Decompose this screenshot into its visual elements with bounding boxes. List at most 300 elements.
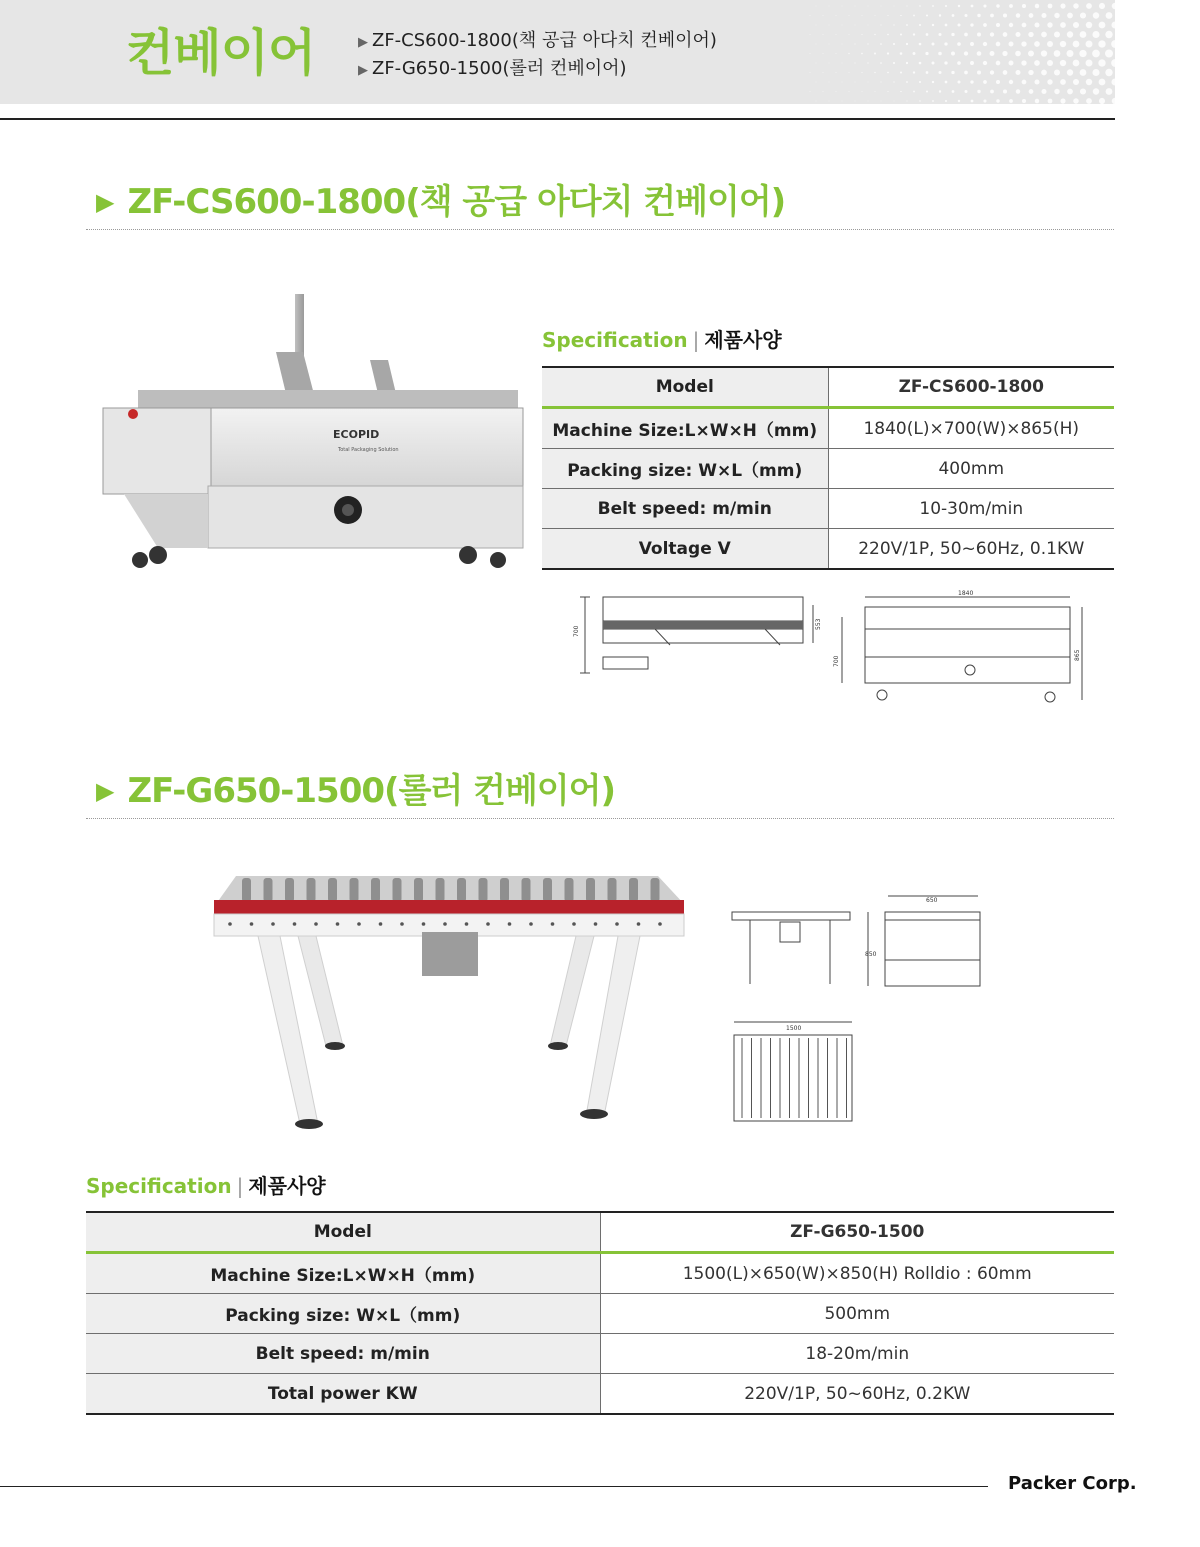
table-header-row bbox=[86, 1212, 1114, 1253]
pattern-dot bbox=[977, 33, 981, 37]
spec-label-ko: 제품사양 bbox=[248, 1174, 326, 1198]
pattern-dot bbox=[906, 43, 908, 45]
pattern-dot bbox=[842, 63, 843, 64]
table-row bbox=[542, 449, 1114, 489]
pattern-dot bbox=[842, 44, 843, 45]
pattern-dot bbox=[829, 101, 830, 102]
pattern-dot bbox=[1002, 51, 1007, 56]
pattern-dot bbox=[906, 81, 908, 83]
pattern-dot bbox=[900, 52, 903, 55]
pattern-dot bbox=[861, 53, 863, 55]
pattern-dot bbox=[855, 25, 856, 26]
pattern-dot bbox=[1111, 78, 1115, 85]
pattern-dot bbox=[1080, 12, 1086, 18]
pattern-dot bbox=[881, 25, 882, 26]
table-row bbox=[86, 1294, 1114, 1334]
pattern-dot bbox=[990, 14, 994, 18]
pattern-dot bbox=[849, 91, 850, 92]
pattern-dot bbox=[810, 91, 811, 92]
section-2-dotted-divider bbox=[86, 818, 1114, 819]
pattern-dot bbox=[970, 42, 974, 46]
dimension-label: 865 bbox=[1074, 649, 1081, 661]
frame-hole bbox=[572, 922, 576, 926]
pattern-dot bbox=[862, 15, 863, 16]
pattern-dot bbox=[874, 53, 876, 55]
pattern-dot bbox=[964, 71, 968, 75]
pattern-dot bbox=[836, 15, 837, 16]
pattern-dot bbox=[1092, 31, 1099, 38]
dimension-label: 850 bbox=[865, 951, 877, 958]
pattern-dot bbox=[1085, 59, 1092, 66]
pattern-dot bbox=[932, 81, 934, 83]
pattern-dot bbox=[1073, 98, 1078, 103]
section-1-spec-label bbox=[542, 326, 782, 354]
frame-hole bbox=[486, 922, 490, 926]
pattern-dot bbox=[862, 34, 863, 35]
pattern-dot bbox=[906, 100, 907, 101]
section-2-title-text: ZF-G650-1500(롤러 컨베이어) bbox=[127, 771, 616, 811]
roller bbox=[522, 878, 531, 902]
pattern-dot bbox=[1003, 13, 1007, 17]
pattern-dot bbox=[970, 61, 974, 65]
pattern-dot bbox=[1067, 89, 1073, 95]
pattern-dot bbox=[971, 100, 974, 103]
pattern-dot bbox=[957, 61, 961, 65]
pattern-dot bbox=[1099, 79, 1106, 86]
frame-hole bbox=[465, 922, 469, 926]
pattern-dot bbox=[1029, 13, 1034, 18]
pattern-dot bbox=[996, 4, 999, 7]
pattern-dot bbox=[977, 51, 982, 56]
roller bbox=[457, 878, 466, 902]
pattern-dot bbox=[964, 90, 967, 93]
pattern-dot bbox=[1003, 89, 1007, 93]
footer-company-name: Packer Corp. bbox=[1008, 1473, 1137, 1494]
pattern-dot bbox=[816, 63, 817, 64]
roller bbox=[350, 878, 359, 902]
table-value-cell: 500mm bbox=[600, 1294, 1114, 1334]
table-row bbox=[86, 1374, 1114, 1415]
pattern-dot bbox=[906, 62, 908, 64]
pattern-dot bbox=[1111, 40, 1115, 48]
pattern-dot bbox=[996, 23, 1000, 27]
pattern-dot bbox=[990, 32, 994, 36]
pattern-dot bbox=[842, 101, 843, 102]
pattern-dot bbox=[1022, 4, 1026, 8]
frame-hole bbox=[529, 922, 533, 926]
pattern-dot bbox=[1022, 23, 1027, 28]
pattern-dot bbox=[1041, 70, 1047, 76]
pattern-dot bbox=[893, 43, 895, 45]
table-header-row bbox=[542, 367, 1114, 408]
pattern-dot bbox=[867, 62, 868, 63]
table-label-cell: Belt speed: m/min bbox=[542, 489, 828, 529]
pattern-dot bbox=[1009, 80, 1013, 84]
header-subtitle-text: ZF-CS600-1800(책 공급 아다치 컨베이어) bbox=[372, 30, 717, 51]
pattern-dot bbox=[906, 5, 907, 6]
pattern-dot bbox=[1060, 98, 1065, 103]
pattern-dot bbox=[925, 52, 928, 55]
spec-label-separator: | bbox=[236, 1174, 244, 1198]
pattern-dot bbox=[1015, 70, 1020, 75]
pattern-dot bbox=[1086, 79, 1092, 85]
pattern-dot bbox=[983, 42, 987, 46]
frame-hole bbox=[314, 922, 318, 926]
pattern-dot bbox=[964, 33, 968, 37]
table-label-cell: Voltage V bbox=[542, 529, 828, 570]
pattern-dot bbox=[944, 61, 947, 64]
pattern-dot bbox=[862, 91, 863, 92]
spec-label-en: Specification bbox=[86, 1174, 232, 1198]
pattern-dot bbox=[829, 44, 830, 45]
pattern-dot bbox=[1015, 51, 1021, 57]
pattern-dot bbox=[1080, 88, 1086, 94]
triangle-right-icon: ▶ bbox=[96, 188, 114, 216]
table-row bbox=[86, 1334, 1114, 1374]
table-label-cell: Packing size: W×L（mm) bbox=[542, 449, 828, 489]
pattern-dot bbox=[1054, 89, 1059, 94]
pattern-dot bbox=[944, 42, 947, 45]
table-label-cell: Packing size: W×L（mm) bbox=[86, 1294, 600, 1334]
pattern-dot bbox=[1098, 40, 1105, 47]
pattern-dot bbox=[816, 82, 817, 83]
pattern-dot bbox=[1060, 22, 1066, 28]
pattern-dot bbox=[945, 24, 948, 27]
table-value-cell: 1840(L)×700(W)×865(H) bbox=[828, 408, 1114, 449]
pattern-dot bbox=[1099, 22, 1106, 29]
pattern-dot bbox=[957, 42, 961, 46]
pattern-dot bbox=[1067, 13, 1073, 19]
pattern-dot bbox=[849, 72, 850, 73]
spec-label-separator: | bbox=[692, 328, 700, 352]
roller bbox=[285, 878, 294, 902]
pattern-dot bbox=[1054, 31, 1060, 37]
pattern-dot bbox=[1035, 4, 1039, 8]
table-header-cell: ZF-G650-1500 bbox=[600, 1212, 1114, 1253]
pattern-dot bbox=[887, 34, 889, 36]
technical-drawing-2 bbox=[720, 890, 1000, 1130]
pattern-dot bbox=[816, 25, 817, 26]
pattern-dot bbox=[1067, 69, 1073, 75]
pattern-dot bbox=[875, 15, 876, 16]
table-label-cell: Machine Size:L×W×H（mm) bbox=[86, 1253, 600, 1294]
pattern-dot bbox=[1034, 41, 1040, 47]
pattern-dot bbox=[855, 101, 856, 102]
pattern-dot bbox=[1041, 89, 1046, 94]
pattern-dot bbox=[1022, 80, 1027, 85]
pattern-dot bbox=[1009, 23, 1013, 27]
pattern-dot bbox=[823, 15, 824, 16]
frame-hole bbox=[250, 922, 254, 926]
pattern-dot bbox=[977, 71, 981, 75]
pattern-dot bbox=[1060, 79, 1066, 85]
pattern-dot bbox=[1009, 61, 1014, 66]
pattern-dot bbox=[964, 51, 968, 55]
frame-hole bbox=[400, 922, 404, 926]
technical-drawing-1 bbox=[570, 585, 1100, 710]
frame-hole bbox=[551, 922, 555, 926]
pattern-dot bbox=[810, 72, 811, 73]
machine-logo: ECOPID bbox=[333, 428, 380, 441]
pattern-dot bbox=[1080, 69, 1087, 76]
header-subtitle-line-1 bbox=[358, 28, 717, 56]
pattern-dot bbox=[1073, 60, 1080, 67]
pattern-dot bbox=[1054, 13, 1059, 18]
pattern-dot bbox=[900, 91, 901, 92]
pattern-dot bbox=[957, 23, 960, 26]
pattern-dot bbox=[900, 72, 902, 74]
pattern-dot bbox=[1047, 79, 1052, 84]
frame-hole bbox=[658, 922, 662, 926]
pattern-dot bbox=[926, 33, 929, 36]
pattern-dot bbox=[919, 43, 922, 46]
roller bbox=[500, 878, 509, 902]
frame-hole bbox=[443, 922, 447, 926]
pattern-dot bbox=[913, 33, 915, 35]
pattern-dot bbox=[1047, 60, 1053, 66]
section-1-title-text: ZF-CS600-1800(책 공급 아다치 컨베이어) bbox=[127, 182, 786, 222]
frame-hole bbox=[228, 922, 232, 926]
frame-hole bbox=[357, 922, 361, 926]
pattern-dot bbox=[1048, 99, 1053, 104]
pattern-dot bbox=[913, 91, 915, 93]
pattern-dot bbox=[1047, 22, 1052, 27]
pattern-dot bbox=[1034, 60, 1040, 66]
pattern-dot bbox=[868, 6, 869, 7]
roller-conveyor-photo bbox=[208, 866, 688, 1136]
dimension-label: 1840 bbox=[958, 590, 974, 597]
pattern-dot bbox=[1028, 51, 1034, 57]
pattern-dot bbox=[1054, 50, 1061, 57]
pattern-dot bbox=[939, 33, 942, 36]
pattern-dot bbox=[881, 6, 882, 7]
pattern-dot bbox=[977, 90, 980, 93]
table-row bbox=[86, 1253, 1114, 1294]
pattern-dot bbox=[1073, 22, 1079, 28]
pattern-dot bbox=[816, 44, 817, 45]
pattern-dot bbox=[823, 53, 824, 54]
pattern-dot bbox=[932, 5, 934, 7]
pattern-dot bbox=[952, 14, 955, 17]
frame-hole bbox=[336, 922, 340, 926]
pattern-dot bbox=[868, 101, 869, 102]
spec-label-en: Specification bbox=[542, 328, 688, 352]
table-row bbox=[542, 408, 1114, 449]
table-value-cell: 400mm bbox=[828, 449, 1114, 489]
dimension-label: 1500 bbox=[786, 1025, 802, 1032]
pattern-dot bbox=[1003, 32, 1008, 37]
pattern-dot bbox=[964, 14, 967, 17]
frame-hole bbox=[637, 922, 641, 926]
table-header-cell: Model bbox=[86, 1212, 600, 1253]
pattern-dot bbox=[874, 72, 875, 73]
frame-hole bbox=[271, 922, 275, 926]
dimension-label: 553 bbox=[815, 618, 822, 630]
table-label-cell: Total power KW bbox=[86, 1374, 600, 1415]
machine-logo-tagline: Total Packaging Solution bbox=[338, 447, 399, 453]
pattern-dot bbox=[1016, 89, 1020, 93]
table-row bbox=[542, 529, 1114, 570]
pattern-dot bbox=[849, 34, 850, 35]
section-2-title bbox=[96, 769, 615, 813]
pattern-dot bbox=[893, 62, 895, 64]
pattern-dot bbox=[887, 15, 888, 16]
pattern-dot bbox=[862, 72, 863, 73]
pattern-dot bbox=[996, 42, 1001, 47]
pattern-dot bbox=[919, 81, 921, 83]
roller bbox=[307, 878, 316, 902]
table-value-cell: 220V/1P, 50~60Hz, 0.1KW bbox=[828, 529, 1114, 570]
pattern-dot bbox=[906, 24, 908, 26]
pattern-dot bbox=[1034, 22, 1039, 27]
pattern-dot bbox=[983, 4, 986, 7]
table-value-cell: 1500(L)×650(W)×850(H) Rolldio : 60mm bbox=[600, 1253, 1114, 1294]
pattern-dot bbox=[829, 82, 830, 83]
pattern-dot bbox=[1092, 50, 1100, 58]
pattern-dot bbox=[893, 24, 894, 25]
frame-hole bbox=[422, 922, 426, 926]
pattern-dot bbox=[1079, 50, 1086, 57]
pattern-dot bbox=[1028, 32, 1033, 37]
roller bbox=[393, 878, 402, 902]
pattern-dot bbox=[1067, 31, 1073, 37]
pattern-dot bbox=[1105, 50, 1113, 58]
pattern-dot bbox=[1073, 3, 1078, 8]
roller bbox=[264, 878, 273, 902]
section-1-dotted-divider bbox=[86, 229, 1114, 230]
page-title: 컨베이어 bbox=[126, 24, 316, 82]
pattern-dot bbox=[842, 25, 843, 26]
table-header-cell: ZF-CS600-1800 bbox=[828, 367, 1114, 408]
frame-hole bbox=[293, 922, 297, 926]
pattern-dot bbox=[1041, 50, 1047, 56]
pattern-dot bbox=[842, 6, 843, 7]
pattern-dot bbox=[1098, 59, 1105, 66]
roller bbox=[328, 878, 337, 902]
pattern-dot bbox=[1085, 40, 1092, 47]
pattern-dot bbox=[829, 6, 830, 7]
pattern-dot bbox=[945, 5, 947, 7]
pattern-dot bbox=[983, 61, 987, 65]
roller bbox=[565, 878, 574, 902]
pattern-dot bbox=[855, 6, 856, 7]
pattern-dot bbox=[1041, 32, 1047, 38]
pattern-dot bbox=[939, 14, 941, 16]
pattern-dot bbox=[1086, 3, 1092, 9]
pattern-dot bbox=[1016, 13, 1020, 17]
pattern-dot bbox=[1029, 89, 1034, 94]
pattern-dot bbox=[836, 53, 837, 54]
pattern-dot bbox=[1003, 70, 1008, 75]
pattern-dot bbox=[990, 70, 994, 74]
pattern-dot bbox=[810, 34, 811, 35]
pattern-dot bbox=[1009, 99, 1013, 103]
pattern-dot bbox=[1099, 98, 1105, 104]
pattern-dot bbox=[1111, 59, 1115, 67]
pattern-dot bbox=[893, 81, 894, 82]
pattern-dot bbox=[881, 82, 882, 83]
pattern-dot bbox=[957, 80, 960, 83]
pattern-dot bbox=[919, 5, 920, 6]
pattern-dot bbox=[848, 53, 849, 54]
pattern-dot bbox=[1028, 70, 1033, 75]
pattern-dot bbox=[810, 53, 811, 54]
pattern-dot bbox=[1099, 3, 1105, 9]
pattern-dot bbox=[816, 101, 817, 102]
pattern-dot bbox=[887, 52, 889, 54]
pattern-dot bbox=[939, 90, 941, 92]
pattern-dot bbox=[932, 100, 934, 102]
spec-table-2 bbox=[86, 1211, 1114, 1415]
pattern-dot bbox=[1073, 41, 1080, 48]
pattern-dot bbox=[1112, 98, 1115, 104]
triangle-right-icon: ▶ bbox=[358, 63, 368, 78]
section-1-title bbox=[96, 180, 785, 224]
pattern-dot bbox=[951, 52, 955, 56]
header-subtitle-text: ZF-G650-1500(롤러 컨베이어) bbox=[372, 58, 627, 79]
pattern-dot bbox=[958, 5, 960, 7]
pattern-dot bbox=[939, 71, 942, 74]
pattern-dot bbox=[945, 81, 948, 84]
pattern-dot bbox=[881, 101, 882, 102]
pattern-dot bbox=[868, 25, 869, 26]
pattern-dot bbox=[887, 72, 889, 74]
pattern-dot bbox=[900, 15, 901, 16]
pattern-dot bbox=[1015, 32, 1020, 37]
pattern-dot bbox=[971, 5, 974, 8]
table-label-cell: Machine Size:L×W×H（mm) bbox=[542, 408, 828, 449]
conveyor-machine-photo bbox=[98, 290, 528, 570]
roller bbox=[608, 878, 617, 902]
pattern-dot bbox=[842, 82, 843, 83]
pattern-dot bbox=[823, 91, 824, 92]
pattern-dot bbox=[880, 43, 882, 45]
roller bbox=[436, 878, 445, 902]
pattern-dot bbox=[1073, 79, 1079, 85]
pattern-dot bbox=[1054, 69, 1060, 75]
pattern-dot bbox=[996, 61, 1001, 66]
frame-hole bbox=[594, 922, 598, 926]
pattern-dot bbox=[1021, 60, 1026, 65]
pattern-dot bbox=[919, 100, 920, 101]
pattern-dot bbox=[836, 72, 837, 73]
header-subtitle-line-2 bbox=[358, 56, 627, 84]
pattern-dot bbox=[874, 34, 875, 35]
roller bbox=[371, 878, 380, 902]
roller bbox=[586, 878, 595, 902]
pattern-dot bbox=[926, 71, 929, 74]
triangle-right-icon: ▶ bbox=[96, 777, 114, 805]
pattern-dot bbox=[996, 80, 1000, 84]
pattern-dot bbox=[1105, 31, 1112, 38]
pattern-dot bbox=[1093, 12, 1099, 18]
pattern-dot bbox=[894, 101, 895, 102]
pattern-dot bbox=[1105, 69, 1112, 76]
roller bbox=[543, 878, 552, 902]
pattern-dot bbox=[970, 80, 973, 83]
pattern-dot bbox=[977, 14, 980, 17]
pattern-dot bbox=[887, 91, 888, 92]
pattern-dot bbox=[875, 91, 876, 92]
table-header-cell: Model bbox=[542, 367, 828, 408]
pattern-dot bbox=[1047, 41, 1053, 47]
pattern-dot bbox=[823, 72, 824, 73]
pattern-dot bbox=[945, 100, 947, 102]
pattern-dot bbox=[932, 24, 934, 26]
pattern-dot bbox=[919, 24, 921, 26]
pattern-dot bbox=[829, 25, 830, 26]
section-2-spec-label bbox=[86, 1172, 326, 1200]
